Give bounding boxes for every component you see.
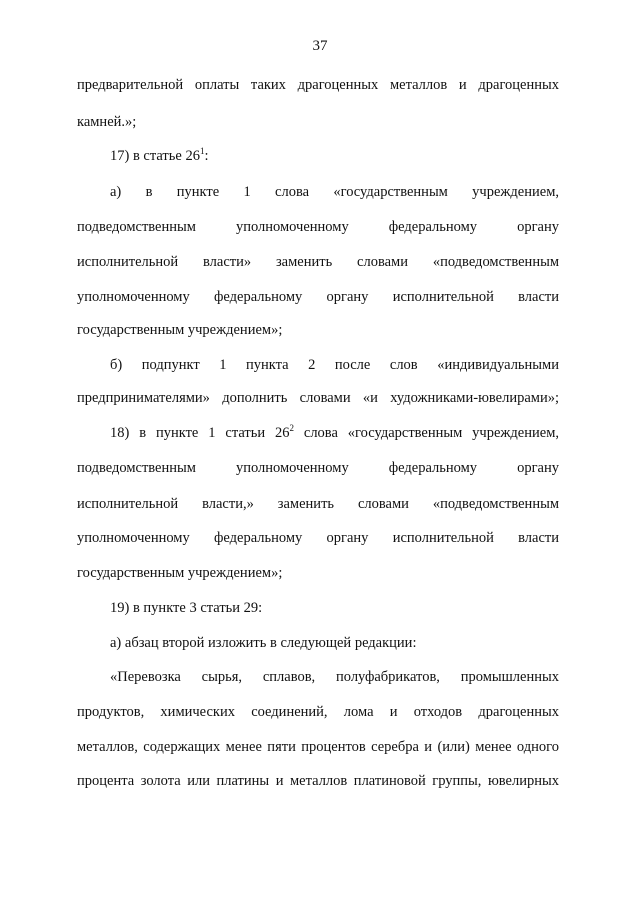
item-18-line xyxy=(110,424,559,442)
text-line: процента золота или платины и металлов платиновой группы, ювелирных xyxy=(77,773,559,789)
text-line: государственным учреждением»; xyxy=(77,322,283,338)
text-line: уполномоченному федеральному органу исполнительной власти xyxy=(77,289,559,305)
text-line: предварительной оплаты таких драгоценных металлов и драгоценных xyxy=(77,77,559,93)
text-line: предпринимателями» дополнить словами «и художниками-ювелирами»; xyxy=(77,390,559,406)
item-18-text-cont: слова «государственным учреждением, xyxy=(294,425,559,441)
text-line: подведомственным уполномоченному федеральному органу xyxy=(77,219,559,235)
text-line: а) абзац второй изложить в следующей редакции: xyxy=(110,635,417,651)
page-number: 37 xyxy=(312,38,328,54)
text-line: исполнительной власти» заменить словами «подведомственным xyxy=(77,254,559,270)
text-line: камней.»; xyxy=(77,114,137,130)
superscript: 2 xyxy=(289,423,294,434)
item-18-text: 18) в пункте 1 статьи 26 xyxy=(110,425,290,441)
superscript: 1 xyxy=(199,146,205,157)
text-line: металлов, содержащих менее пяти процентов серебра и (или) менее одного xyxy=(77,739,559,755)
text-line: б) подпункт 1 пункта 2 после слов «индивидуальными xyxy=(110,357,559,373)
item-17-text: 17) в статье 26 xyxy=(110,148,200,164)
text-line: государственным учреждением»; xyxy=(77,565,283,581)
text-line: 19) в пункте 3 статьи 29: xyxy=(110,600,263,616)
item-17-heading xyxy=(110,147,208,165)
text-line: продуктов, химических соединений, лома и отходов драгоценных xyxy=(77,704,559,720)
colon: : xyxy=(204,148,209,164)
text-line: уполномоченному федеральному органу исполнительной власти xyxy=(77,530,559,546)
text-line: подведомственным уполномоченному федеральному органу xyxy=(77,460,559,476)
text-line: исполнительной власти,» заменить словами «подведомственным xyxy=(77,496,559,512)
text-line: а) в пункте 1 слова «государственным учреждением, xyxy=(110,184,559,200)
text-line: «Перевозка сырья, сплавов, полуфабрикатов, промышленных xyxy=(110,669,559,685)
